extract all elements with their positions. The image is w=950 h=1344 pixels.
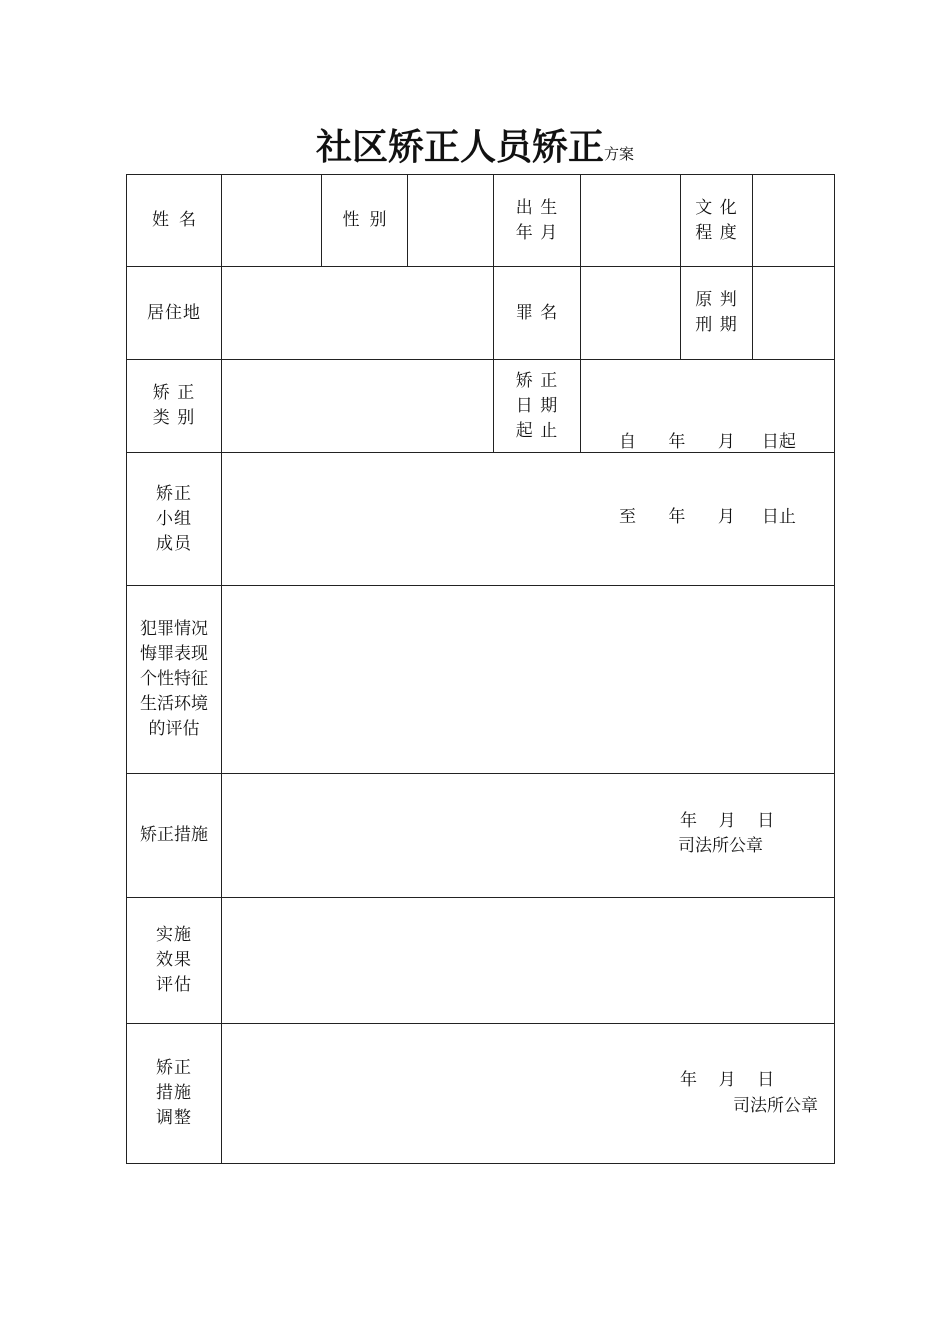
field-team-members[interactable] — [221, 452, 835, 586]
measures-date: 年 月 日 — [680, 811, 775, 831]
label-residence: 居住地 — [126, 266, 222, 360]
label-sentence: 原 判 刑 期 — [680, 266, 753, 360]
label-team-members: 矫正 小组 成员 — [126, 452, 222, 586]
field-correction-period[interactable] — [580, 359, 835, 527]
adjustment-seal: 司法所公章 — [733, 1096, 818, 1116]
label-name: 姓名 — [126, 174, 222, 267]
field-adjustment[interactable] — [221, 1023, 835, 1164]
field-effect[interactable] — [221, 897, 835, 1024]
field-assessment[interactable] — [221, 585, 835, 774]
field-crime[interactable] — [580, 266, 681, 360]
title-suffix: 方案 — [604, 145, 635, 163]
label-education: 文 化 程 度 — [680, 174, 753, 267]
title-main: 社区矫正人员矫正 — [315, 126, 604, 168]
label-assessment: 犯罪情况 悔罪表现 个性特征 生活环境 的评估 — [126, 585, 222, 774]
measures-seal: 司法所公章 — [678, 836, 763, 856]
label-crime: 罪 名 — [493, 266, 581, 360]
label-measures: 矫正措施 — [126, 773, 222, 898]
field-correction-type[interactable] — [221, 359, 494, 453]
label-birth: 出 生 年 月 — [493, 174, 581, 267]
field-measures[interactable] — [221, 773, 835, 898]
label-adjustment: 矫正 措施 调整 — [126, 1023, 222, 1164]
field-gender[interactable] — [407, 174, 494, 267]
label-correction-period: 矫 正 日 期 起 止 — [493, 359, 581, 453]
field-education[interactable] — [752, 174, 835, 267]
label-effect: 实施 效果 评估 — [126, 897, 222, 1024]
label-gender: 性别 — [321, 174, 408, 267]
period-end: 至 年 月 日止 — [619, 507, 796, 527]
field-sentence[interactable] — [752, 266, 835, 360]
adjustment-date: 年 月 日 — [680, 1070, 775, 1090]
page-title — [0, 122, 950, 179]
period-start: 自 年 月 日起 — [619, 432, 796, 452]
label-correction-type: 矫 正 类 别 — [126, 359, 222, 453]
field-birth[interactable] — [580, 174, 681, 267]
field-name[interactable] — [221, 174, 322, 267]
field-residence[interactable] — [221, 266, 494, 360]
correction-plan-form — [126, 174, 835, 1164]
